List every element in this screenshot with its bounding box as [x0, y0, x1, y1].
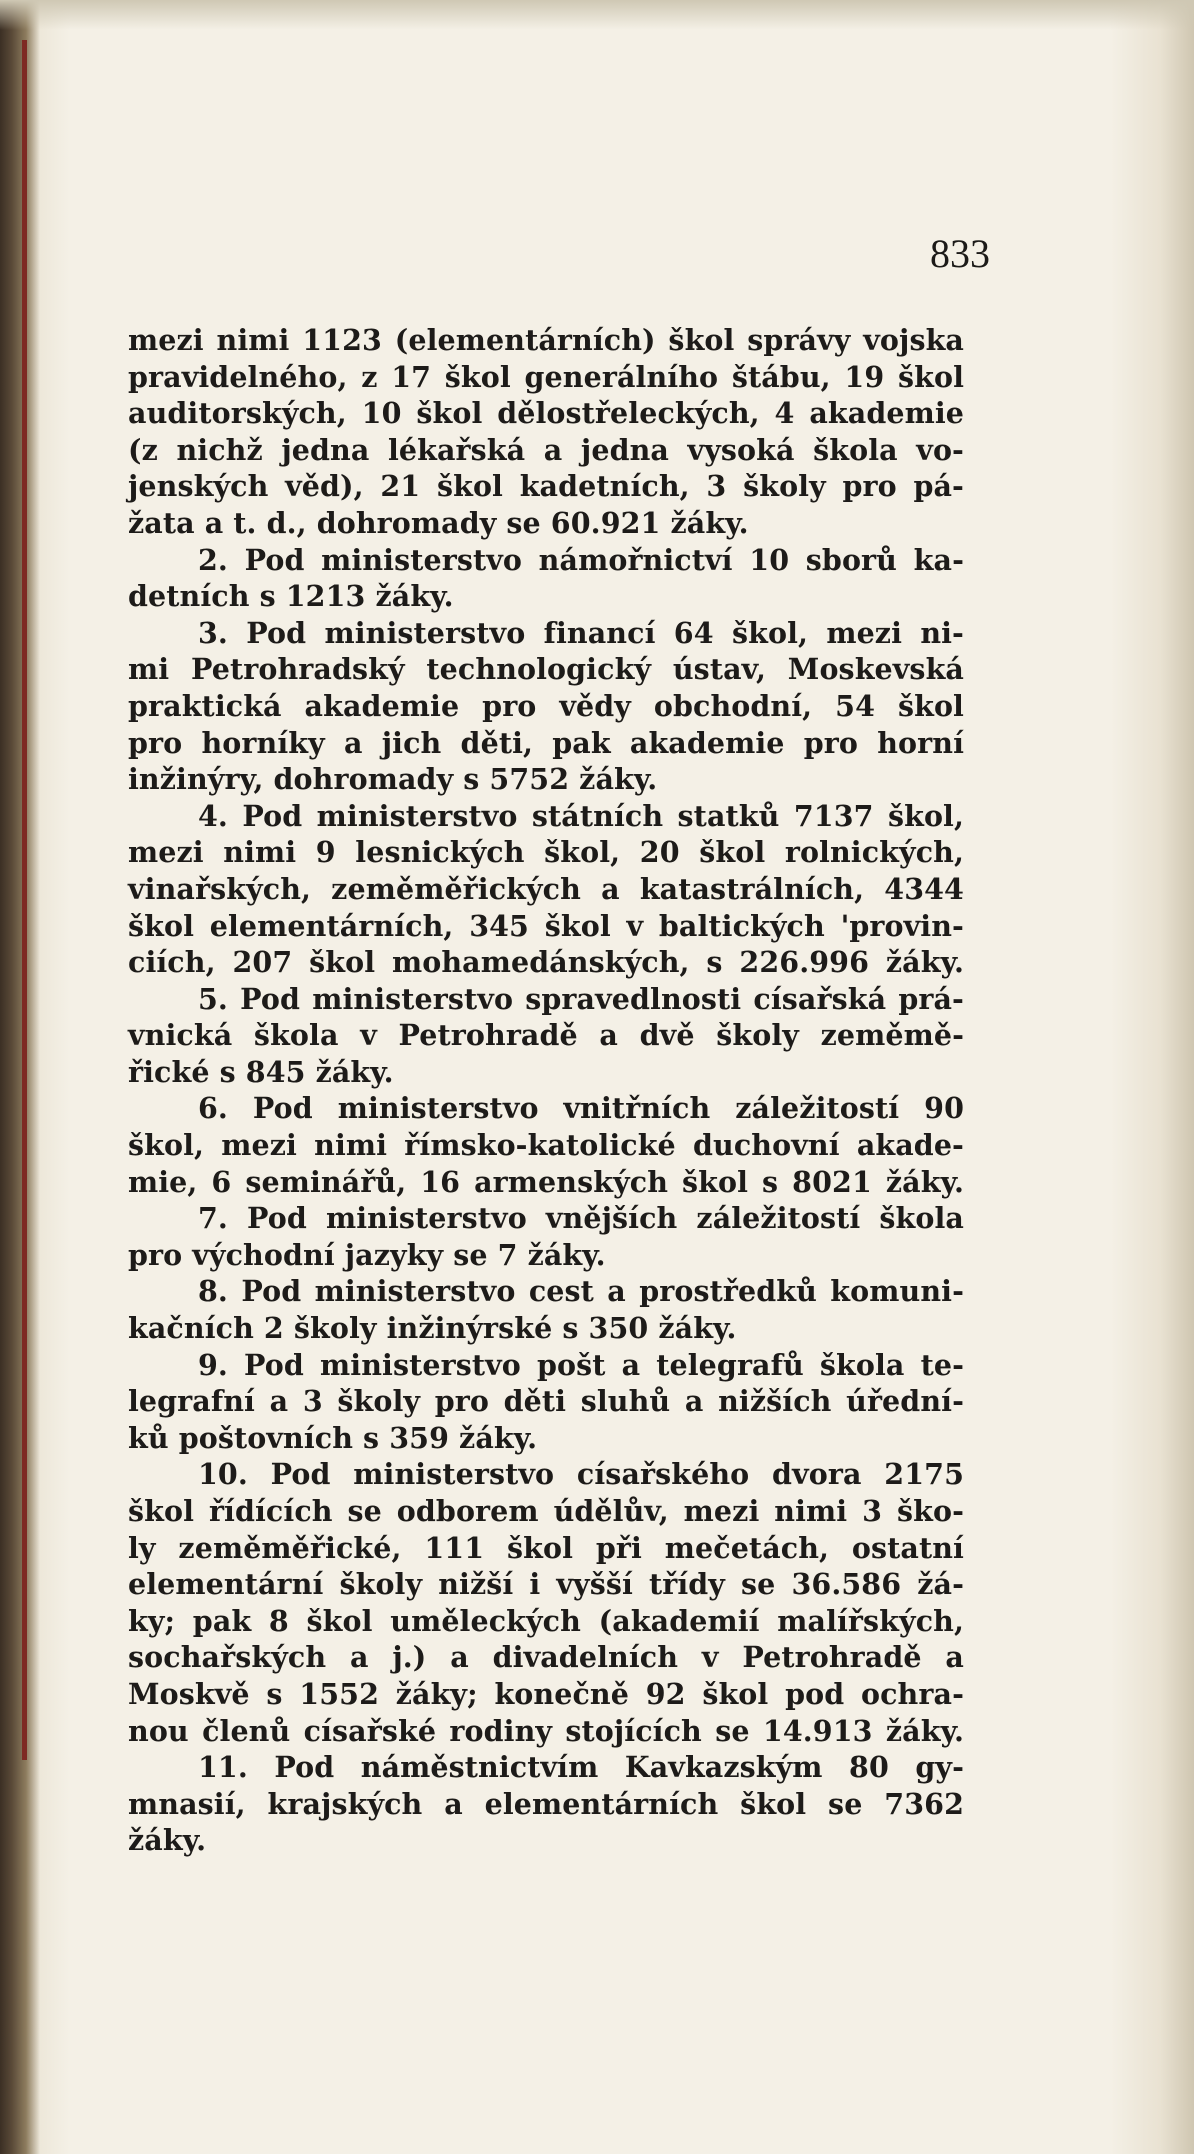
text-line: řické s 845 žáky. [128, 1054, 394, 1089]
text-line: auditorských, 10 škol dělostřeleckých, 4 akademie [128, 396, 964, 431]
text-line: žata a t. d., dohromady se 60.921 žáky. [128, 505, 749, 540]
text-line: 3. Pod ministerstvo financí 64 škol, mezi ni- [198, 615, 964, 650]
text-line: mnasií, krajských a elementárních škol se 7362 [128, 1786, 964, 1821]
text-line: 8. Pod ministerstvo cest a prostředků komuni- [198, 1274, 964, 1309]
book-spine [0, 0, 40, 2154]
text-line: škol, mezi nimi římsko-katolické duchovní akade- [128, 1128, 964, 1163]
text-line: mezi nimi 1123 (elementárních) škol správy vojska [128, 323, 964, 357]
text-line: kačních 2 školy inžinýrské s 350 žáky. [128, 1311, 737, 1346]
text-line: (z nichž jedna lékařská a jedna vysoká škola vo- [128, 432, 964, 467]
text-line: pro horníky a jich děti, pak akademie pro horní [128, 725, 964, 760]
text-line: 10. Pod ministerstvo císařského dvora 2175 [198, 1457, 964, 1492]
text-line: ky; pak 8 škol uměleckých (akademií malířských, [128, 1603, 964, 1638]
text-line: vnická škola v Petrohradě a dvě školy zeměmě- [128, 1018, 964, 1053]
text-line: praktická akademie pro vědy obchodní, 54 škol [128, 688, 964, 723]
page-number: 833 [930, 231, 990, 276]
text-line: mezi nimi 9 lesnických škol, 20 škol rolnických, [128, 835, 964, 870]
text-line: pro východní jazyky se 7 žáky. [128, 1237, 606, 1272]
text-line: ly zeměměřické, 111 škol při mečetách, ostatní [128, 1530, 964, 1565]
text-line: inžinýry, dohromady s 5752 žáky. [128, 762, 658, 797]
text-line: 2. Pod ministerstvo námořnictví 10 sborů ka- [198, 542, 964, 577]
text-line: Moskvě s 1552 žáky; konečně 92 škol pod ochra- [128, 1676, 964, 1711]
text-line: ciích, 207 škol mohamedánských, s 226.996 žáky. [128, 945, 964, 980]
text-line: sochařských a j.) a divadelních v Petrohradě a [128, 1640, 964, 1675]
text-line: mi Petrohradský technologický ústav, Moskevská [128, 652, 964, 687]
body-text [128, 322, 964, 1859]
text-line: detních s 1213 žáky. [128, 579, 454, 614]
text-line: vinařských, zeměměřických a katastrálních, 4344 [128, 871, 964, 906]
text-line: legrafní a 3 školy pro děti sluhů a nižších úřední- [128, 1384, 964, 1419]
page-top-shadow [0, 0, 1194, 30]
text-line: nou členů císařské rodiny stojících se 14.913 žáky. [128, 1713, 964, 1748]
text-line: elementární školy nižší i vyšší třídy se 36.586 žá- [128, 1567, 964, 1602]
text-line: 6. Pod ministerstvo vnitřních záležitostí 90 [198, 1091, 964, 1126]
text-line: žáky. [128, 1823, 207, 1858]
text-line: 7. Pod ministerstvo vnějších záležitostí škola [198, 1201, 964, 1236]
text-line: pravidelného, z 17 škol generálního štábu, 19 škol [128, 359, 964, 394]
text-line: 5. Pod ministerstvo spravedlnosti císařská prá- [198, 981, 964, 1016]
text-line: mie, 6 seminářů, 16 armenských škol s 8021 žáky. [128, 1164, 964, 1199]
text-line: jenských věd), 21 škol kadetních, 3 školy pro pá- [128, 469, 964, 504]
text-line: 9. Pod ministerstvo pošt a telegrafů škola te- [198, 1347, 964, 1382]
book-spine-edge [22, 40, 27, 1760]
text-line: škol řídících se odborem údělův, mezi nimi 3 ško- [128, 1494, 964, 1528]
text-line: ků poštovních s 359 žáky. [128, 1420, 538, 1455]
text-line: 4. Pod ministerstvo státních statků 7137 škol, [198, 798, 964, 833]
text-line: 11. Pod náměstnictvím Kavkazským 80 gy- [198, 1750, 964, 1785]
text-line: škol elementárních, 345 škol v baltických 'provin- [128, 908, 964, 943]
